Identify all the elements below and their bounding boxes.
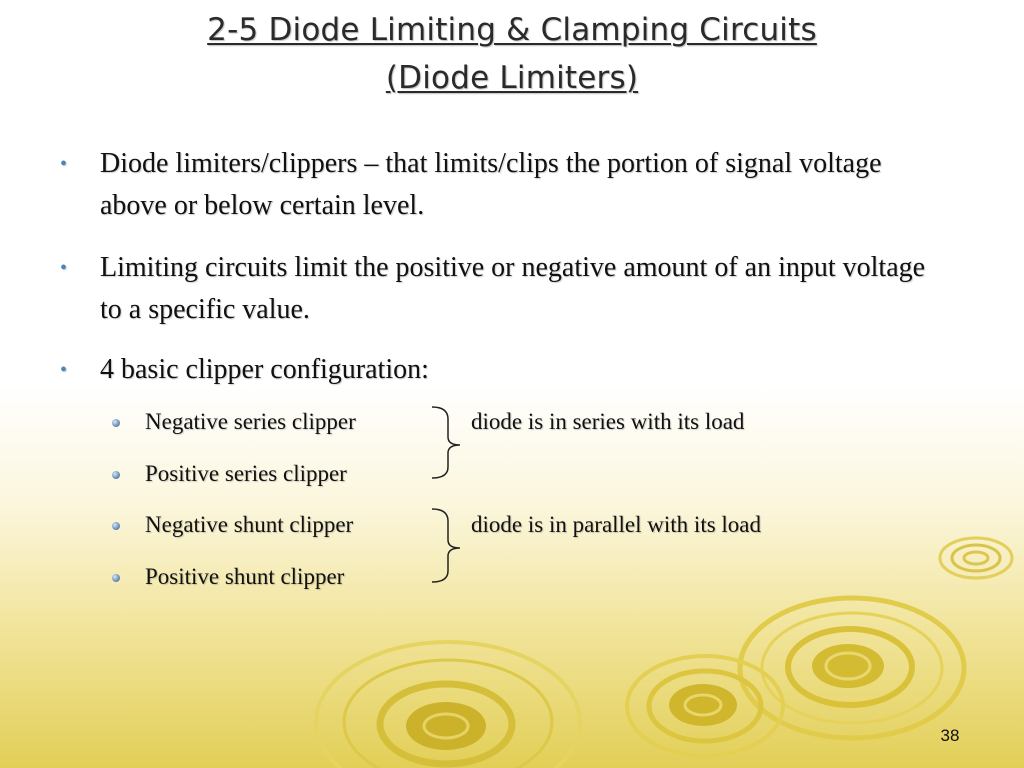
sub-bullet-dot-icon xyxy=(112,574,120,582)
sub-bullet-dot-icon xyxy=(112,419,120,427)
ring-group-bottom xyxy=(316,642,580,768)
sub-bullet-dot-icon xyxy=(112,471,120,479)
sub-bullet-dot-icon xyxy=(112,522,120,530)
sub-bullet-item xyxy=(112,511,353,539)
grouping-brackets xyxy=(420,395,470,590)
sub-bullet-item xyxy=(112,563,344,591)
sub-bullet-text: Negative shunt clipper xyxy=(145,512,354,537)
sub-bullet-item xyxy=(112,408,356,436)
ring-group-middle xyxy=(627,656,783,756)
slide-title: 2-5 Diode Limiting & Clamping Circuits xyxy=(207,12,817,48)
sub-bullet-text: Negative series clipper xyxy=(145,409,356,434)
slide-subtitle: (Diode Limiters) xyxy=(385,60,639,96)
sub-bullet-text: Positive series clipper xyxy=(145,461,347,486)
bullet-dot-icon: • xyxy=(60,257,68,279)
bullet-dot-icon: • xyxy=(60,359,68,381)
page-number: 38 xyxy=(940,726,960,745)
bullet-dot-icon: • xyxy=(60,153,68,175)
ring-group-right xyxy=(740,598,964,738)
ring-group-small xyxy=(940,538,1012,578)
shunt-note: diode is in parallel with its load xyxy=(471,512,762,537)
bullet-item xyxy=(60,143,950,227)
series-note: diode is in series with its load xyxy=(471,409,745,434)
sub-bullet-text: Positive shunt clipper xyxy=(145,564,345,589)
bullet-item xyxy=(60,247,950,331)
bullet-item xyxy=(60,349,950,391)
shunt-brace xyxy=(432,509,460,582)
bullet-text: Diode limiters/clippers – that limits/clips the portion of signal voltage above or below certain level. xyxy=(100,148,882,221)
bullet-text: 4 basic clipper configuration: xyxy=(100,354,429,385)
bullet-text: Limiting circuits limit the positive or negative amount of an input voltage to a specific value. xyxy=(100,252,926,325)
sub-bullet-item xyxy=(112,460,347,488)
series-brace xyxy=(432,407,460,478)
